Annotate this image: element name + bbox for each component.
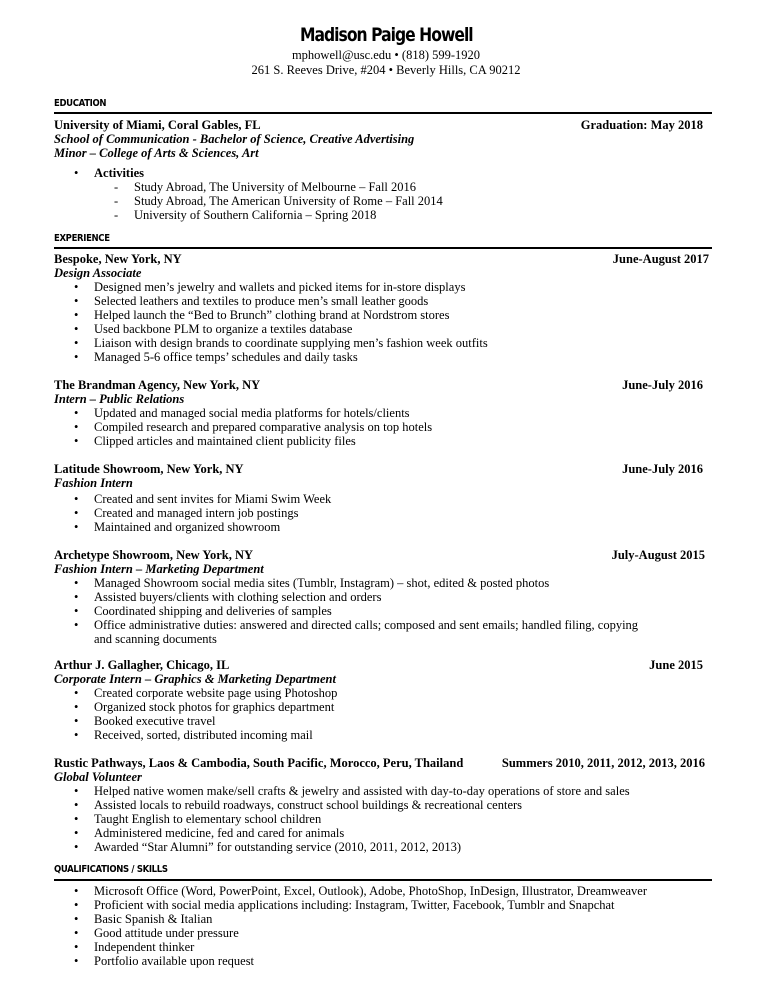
job-org: Arthur J. Gallagher, Chicago, IL	[54, 658, 230, 672]
list-item: • Used backbone PLM to organize a textiles database	[74, 322, 353, 336]
list-item: • Good attitude under pressure	[74, 926, 239, 940]
list-item: • Managed Showroom social media sites (Tumblr, Instagram) – shot, edited & posted photos	[74, 576, 550, 590]
job-bullets	[74, 686, 337, 742]
job-dates: June-August 2017	[612, 252, 709, 266]
graduation-date: Graduation: May 2018	[580, 118, 703, 132]
dash-icon: -	[114, 208, 119, 222]
job-org: Latitude Showroom, New York, NY	[54, 462, 244, 476]
job-role: Global Volunteer	[54, 770, 142, 784]
list-item: • Microsoft Office (Word, PowerPoint, Excel, Outlook), Adobe, PhotoShop, InDesign, Illustrator, Dreamweaver	[74, 884, 648, 898]
job-dates: July-August 2015	[611, 548, 705, 562]
dash-icon: -	[114, 180, 119, 194]
job-dates: June 2015	[649, 658, 703, 672]
list-item: - University of Southern California – Spring 2018	[114, 208, 377, 222]
job-org: Archetype Showroom, New York, NY	[54, 548, 254, 562]
school-name: University of Miami, Coral Gables, FL	[54, 118, 261, 132]
list-item: • Updated and managed social media platforms for hotels/clients	[74, 406, 410, 420]
list-item: • Helped native women make/sell crafts & jewelry and assisted with day-to-day operations of store and sales	[74, 784, 630, 798]
list-item: • Helped launch the “Bed to Brunch” clothing brand at Nordstrom stores	[74, 308, 450, 322]
job-org: Bespoke, New York, NY	[54, 252, 182, 266]
list-item-continuation: and scanning documents	[94, 632, 217, 646]
job-dates: June-July 2016	[622, 378, 703, 392]
job-role: Design Associate	[54, 266, 142, 280]
skills-list	[74, 884, 647, 968]
section-divider	[54, 247, 712, 249]
job-bullets	[74, 784, 630, 854]
list-item: • Created corporate website page using Photoshop	[74, 686, 338, 700]
list-item: • Maintained and organized showroom	[74, 520, 281, 534]
bullet-icon: •	[74, 166, 79, 180]
job-bullets	[74, 576, 638, 646]
job-role: Fashion Intern	[54, 476, 133, 490]
skills-heading: QUALIFICATIONS / SKILLS	[54, 864, 168, 875]
job-org: The Brandman Agency, New York, NY	[54, 378, 261, 392]
dash-icon: -	[114, 194, 119, 208]
job-role: Corporate Intern – Graphics & Marketing Department	[54, 672, 336, 686]
minor: Minor – College of Arts & Sciences, Art	[54, 146, 259, 160]
list-item	[74, 166, 144, 180]
section-divider	[54, 879, 712, 881]
activities-label: Activities	[94, 166, 144, 180]
list-item: • Taught English to elementary school children	[74, 812, 322, 826]
list-item: • Compiled research and prepared comparative analysis on top hotels	[74, 420, 433, 434]
list-item: • Created and sent invites for Miami Swim Week	[74, 492, 332, 506]
list-item: - Study Abroad, The American University of Rome – Fall 2014	[114, 194, 443, 208]
job-role: Fashion Intern – Marketing Department	[54, 562, 264, 576]
list-item: - Study Abroad, The University of Melbourne – Fall 2016	[114, 180, 417, 194]
list-item: • Independent thinker	[74, 940, 195, 954]
list-item: • Awarded “Star Alumni” for outstanding service (2010, 2011, 2012, 2013)	[74, 840, 462, 854]
education-heading: EDUCATION	[54, 98, 107, 109]
list-item: • Portfolio available upon request	[74, 954, 255, 968]
list-item: • Coordinated shipping and deliveries of samples	[74, 604, 332, 618]
list-item: • Basic Spanish & Italian	[74, 912, 213, 926]
list-item: • Selected leathers and textiles to produce men’s small leather goods	[74, 294, 429, 308]
degree: School of Communication - Bachelor of Science, Creative Advertising	[54, 132, 415, 146]
list-item: • Received, sorted, distributed incoming mail	[74, 728, 313, 742]
job-bullets	[74, 406, 432, 448]
list-item: • Office administrative duties: answered and directed calls; composed and sent emails; handled filing, copying	[74, 618, 639, 632]
list-item: • Designed men’s jewelry and wallets and picked items for in-store displays	[74, 280, 466, 294]
list-item: • Liaison with design brands to coordinate supplying men’s fashion week outfits	[74, 336, 488, 350]
section-divider	[54, 112, 712, 114]
contact-line-email-phone: mphowell@usc.edu • (818) 599-1920	[291, 48, 481, 62]
job-dates: Summers 2010, 2011, 2012, 2013, 2016	[501, 756, 705, 770]
job-bullets	[74, 492, 331, 534]
job-role: Intern – Public Relations	[54, 392, 185, 406]
contact-line-address: 261 S. Reeves Drive, #204 • Beverly Hills, CA 90212	[251, 63, 521, 77]
list-item: • Assisted buyers/clients with clothing selection and orders	[74, 590, 382, 604]
job-bullets	[74, 280, 488, 364]
list-item: • Created and managed intern job postings	[74, 506, 299, 520]
list-item: • Administered medicine, fed and cared for animals	[74, 826, 345, 840]
resume-header	[0, 22, 772, 78]
list-item: • Managed 5-6 office temps’ schedules and daily tasks	[74, 350, 358, 364]
list-item: • Booked executive travel	[74, 714, 216, 728]
activities-sublist	[114, 180, 443, 222]
experience-heading: EXPERIENCE	[54, 233, 110, 244]
applicant-name: Madison Paige Howell	[299, 24, 473, 46]
list-item: • Organized stock photos for graphics department	[74, 700, 335, 714]
job-org: Rustic Pathways, Laos & Cambodia, South Pacific, Morocco, Peru, Thailand	[54, 756, 464, 770]
list-item: • Assisted locals to rebuild roadways, construct school buildings & recreational centers	[74, 798, 523, 812]
list-item: • Proficient with social media applications including: Instagram, Twitter, Facebook, Tumblr and Snapchat	[74, 898, 615, 912]
job-dates: June-July 2016	[622, 462, 703, 476]
activities-list	[74, 166, 144, 180]
list-item: • Clipped articles and maintained client publicity files	[74, 434, 356, 448]
